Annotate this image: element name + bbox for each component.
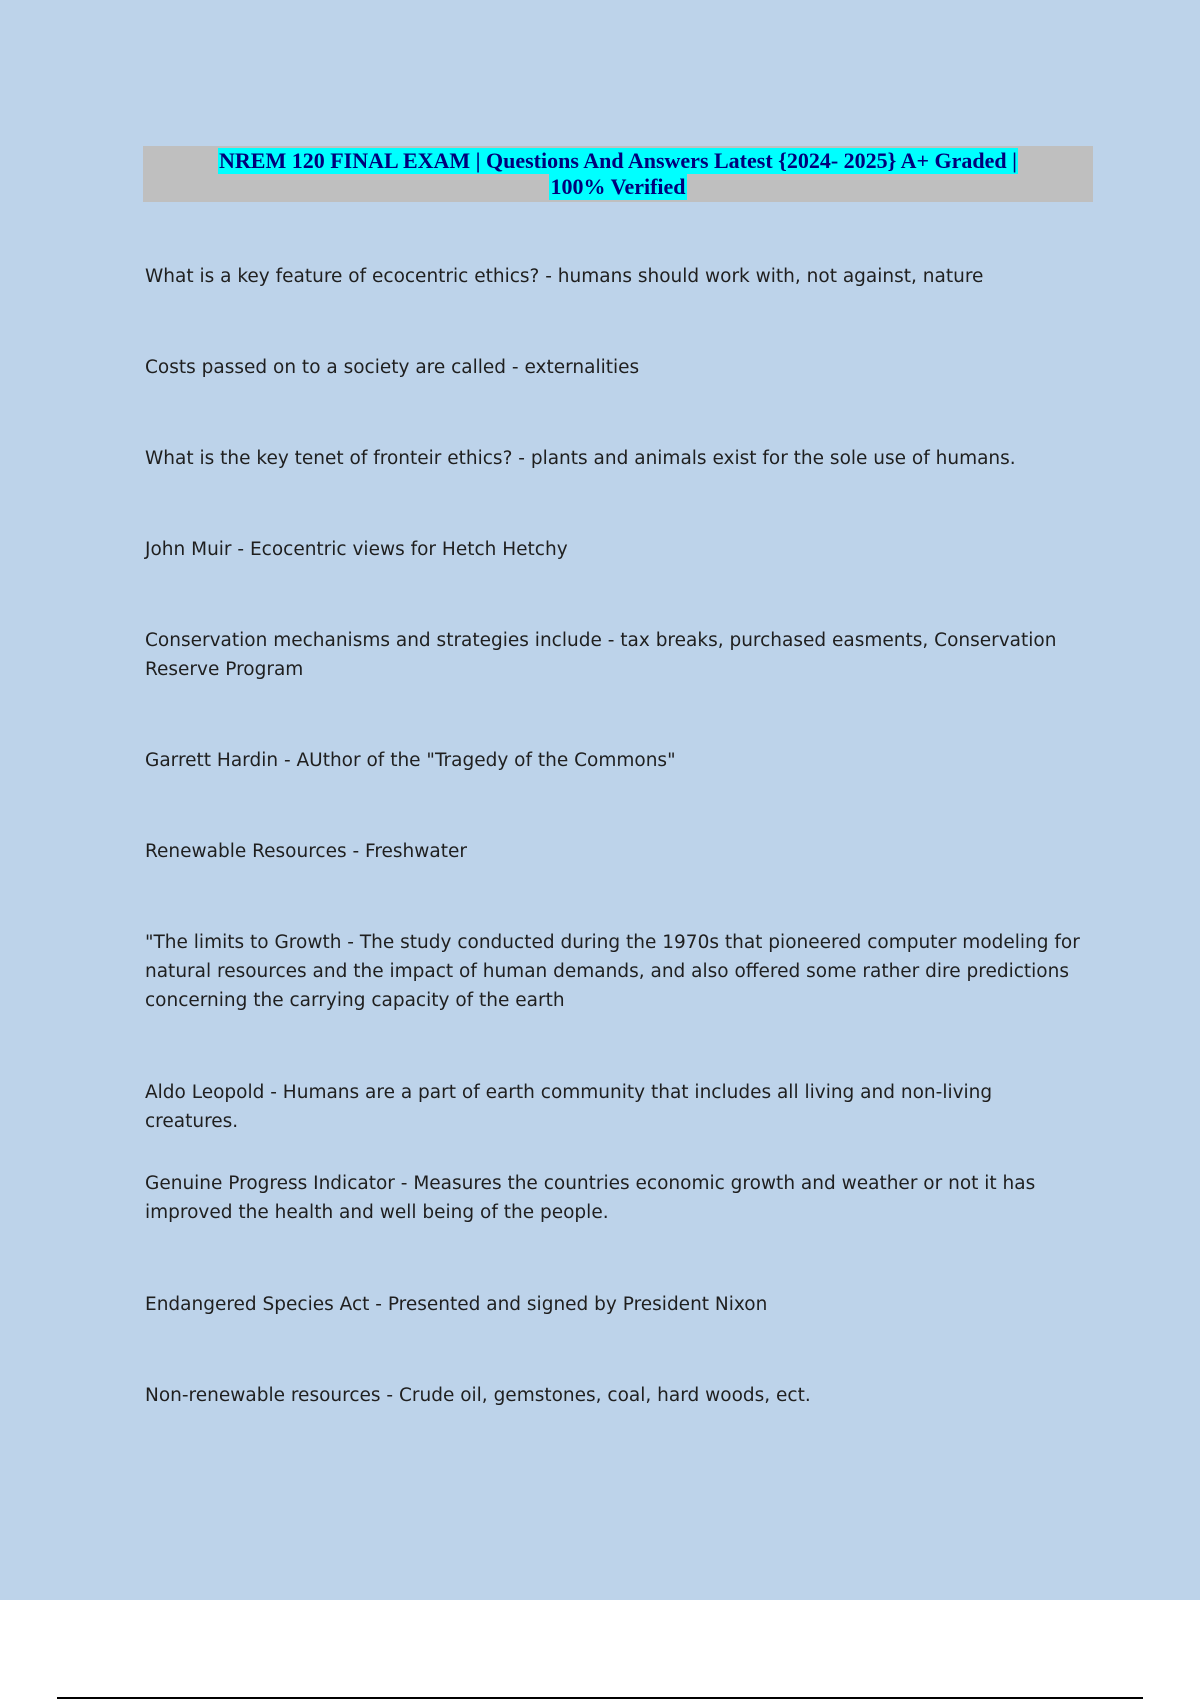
qa-item: Renewable Resources - Freshwater xyxy=(145,841,467,862)
qa-item: Genuine Progress Indicator - Measures the countries economic growth and weather or not it has improved the health and well being of the people. xyxy=(145,1173,1036,1223)
document-title xyxy=(143,146,1093,202)
qa-item: Conservation mechanisms and strategies include - tax breaks, purchased easments, Conservation Reserve Program xyxy=(145,630,1057,680)
qa-item: What is the key tenet of fronteir ethics? - plants and animals exist for the sole use of humans. xyxy=(145,448,1016,469)
qa-item: What is a key feature of ecocentric ethics? - humans should work with, not against, nature xyxy=(145,266,984,287)
qa-item: Garrett Hardin - AUthor of the "Tragedy of the Commons" xyxy=(145,750,676,771)
qa-item: "The limits to Growth - The study conducted during the 1970s that pioneered computer modeling for natural resources and the impact of human demands, and also offered some rather dire predictions concerning the carrying capacity of the earth xyxy=(145,932,1080,1011)
title-line-1: NREM 120 FINAL EXAM | Questions And Answers Latest {2024- 2025} A+ Graded | xyxy=(219,148,1017,173)
title-line-2: 100% Verified xyxy=(550,174,686,199)
qa-item: Endangered Species Act - Presented and signed by President Nixon xyxy=(145,1294,768,1315)
qa-item: John Muir - Ecocentric views for Hetch Hetchy xyxy=(145,539,568,560)
qa-item: Aldo Leopold - Humans are a part of earth community that includes all living and non-living creatures. xyxy=(145,1082,993,1132)
qa-item: Non-renewable resources - Crude oil, gemstones, coal, hard woods, ect. xyxy=(145,1385,811,1406)
qa-item: Costs passed on to a society are called - externalities xyxy=(145,357,640,378)
footer-divider xyxy=(57,1697,1143,1699)
